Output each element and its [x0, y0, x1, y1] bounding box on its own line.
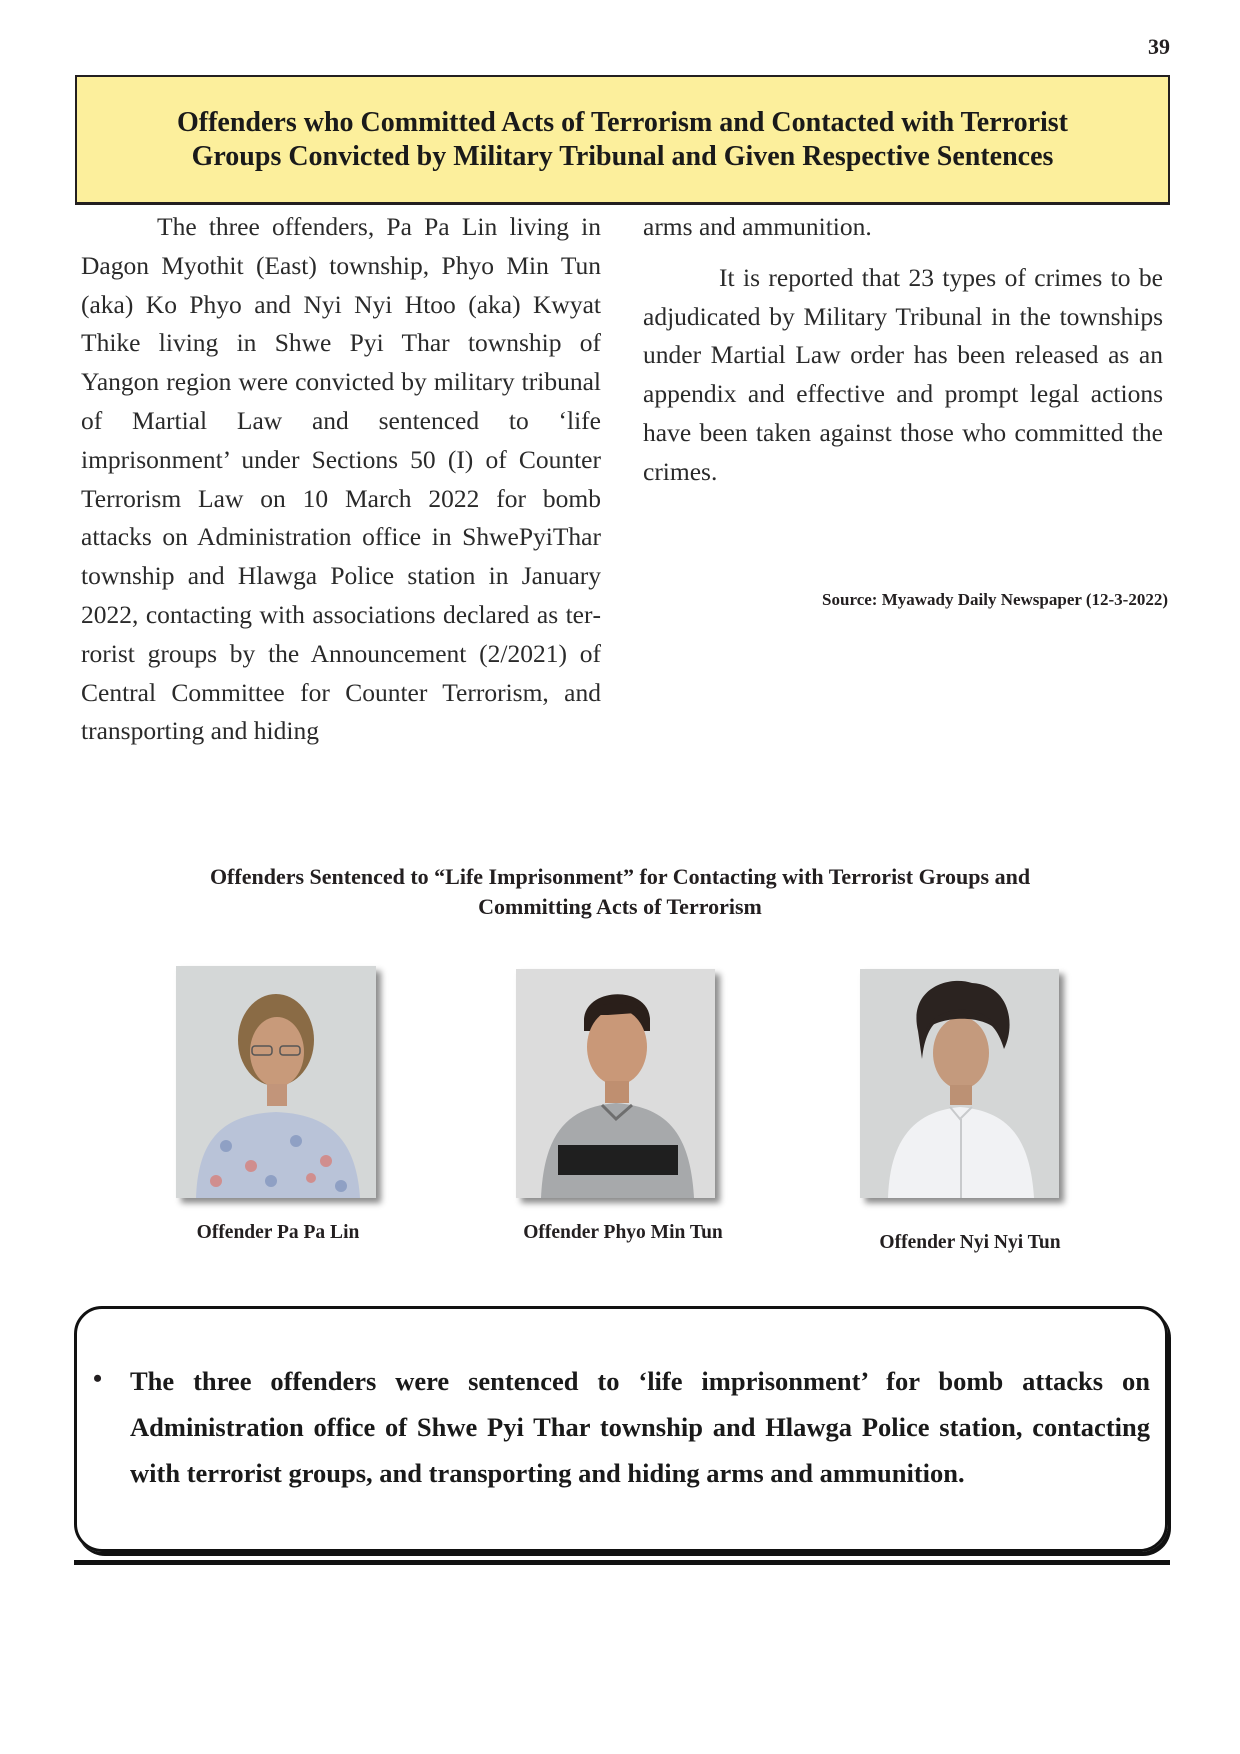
right-column [643, 208, 1163, 492]
offender-caption-3: Offender Nyi Nyi Tun [879, 1232, 1061, 1253]
offender-photo-3 [860, 969, 1059, 1198]
article-title-line-2: Groups Convicted by Military Tribunal and Given Respective Sentences [191, 140, 1054, 172]
source-credit: Source: Myawady Daily Newspaper (12-3-2022) [822, 590, 1168, 609]
offender-photo-1 [176, 966, 376, 1198]
right-column-paragraph: It is reported that 23 types of crimes to be adjudicated by Military Tribunal in the townships under Martial Law order has been released as an appendix and effective and prompt legal actions have been taken against those who committed the crimes. [643, 262, 1163, 486]
photos-heading-line-1: Offenders Sentenced to “Life Imprisonment” for Contacting with Terrorist Groups and [209, 864, 1031, 889]
page-number: 39 [1148, 34, 1170, 59]
left-column-paragraph: The three offenders, Pa Pa Lin living in Dagon Myothit (East) township, Phyo Min Tun (aka) Ko Phyo and Nyi Nyi Htoo (aka) Kwyat Thike living in Shwe Pyi Thar township of Yangon region were convicted by military tribunal of Martial Law and sentenced to ‘life imprisonment’ under Sections 50 (I) of Counter Terrorism Law on 10 March 2022 for bomb attacks on Administration office in ShwePyiThar township and Hlawga Police station in January 2022, contacting with associations declared as terrorist groups by the Announcement (2/2021) of Central Committee for Counter Terrorism, and transporting and hiding [81, 212, 601, 746]
offender-portrait-3 [860, 969, 1059, 1198]
photos-heading [100, 862, 1140, 922]
offender-caption-1: Offender Pa Pa Lin [196, 1222, 360, 1243]
right-column-continuation: arms and ammunition. [643, 212, 872, 241]
offender-portrait-2 [516, 969, 715, 1198]
summary-bullet-icon: • [93, 1364, 103, 1393]
left-column [81, 208, 601, 751]
offender-photo-2 [516, 969, 715, 1198]
bottom-rule [74, 1560, 1170, 1565]
article-title-box [75, 75, 1170, 205]
article-title-line-1: Offenders who Committed Acts of Terrorism and Contacted with Terrorist [176, 106, 1068, 138]
offender-portrait-1 [176, 966, 376, 1198]
offender-caption-2: Offender Phyo Min Tun [523, 1222, 723, 1243]
summary-text: The three offenders were sentenced to ‘life imprisonment’ for bomb attacks on Administration office of Shwe Pyi Thar township and Hlawga Police station, contacting with terrorist groups, and transporting and hiding arms and ammunition. [130, 1366, 1150, 1488]
photos-heading-line-2: Committing Acts of Terrorism [478, 894, 762, 919]
